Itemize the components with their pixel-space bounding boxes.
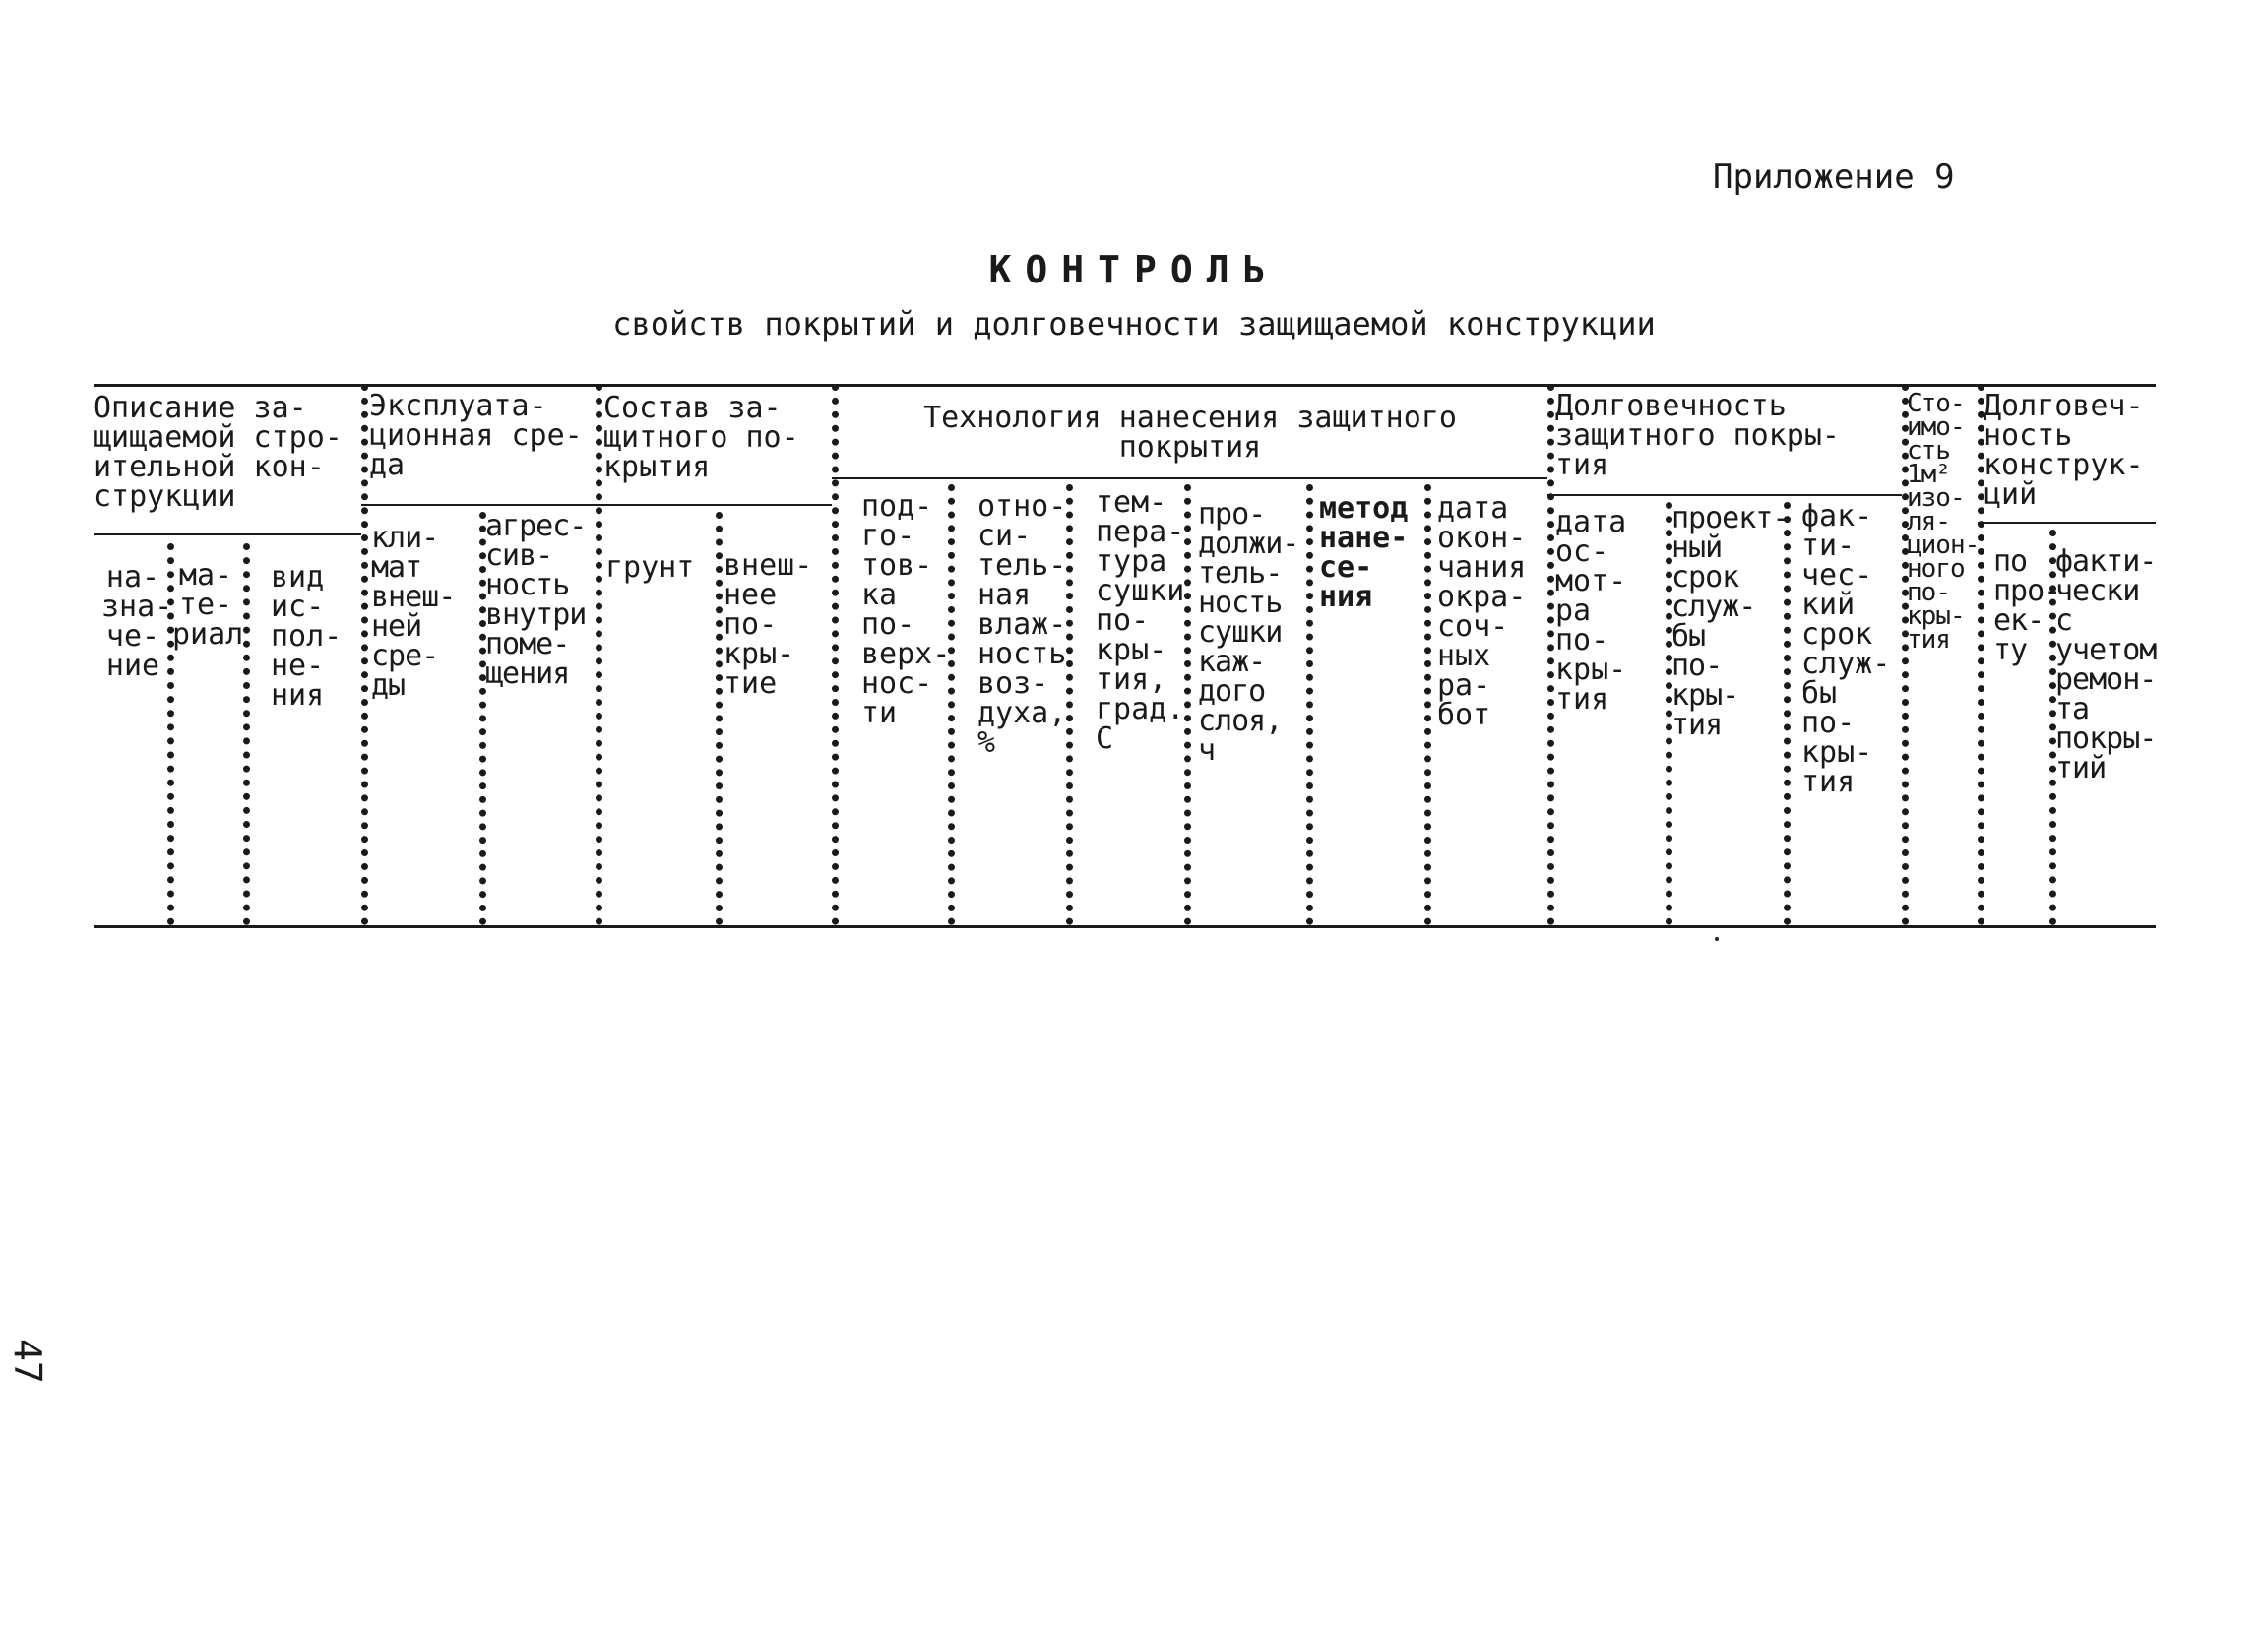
separator-col (716, 512, 723, 925)
table-top-rule (94, 384, 2156, 387)
separator-col (1424, 484, 1431, 925)
col-inspection-date: дата ос- мот- ра по- кры- тия (1555, 505, 1627, 717)
col-end-date: дата окон- чания окра- соч- ных ра- бот (1437, 491, 1527, 732)
description-subrule (94, 533, 361, 535)
separator-group-1 (361, 384, 368, 925)
environment-subrule (361, 504, 596, 506)
header-description: Описание за- щищаемой стро- ительной кон- струкции (94, 391, 343, 514)
separator-col (1306, 484, 1313, 925)
page-number: 47 (6, 1339, 49, 1384)
col-aggressive: агрес- сив- ность внутри поме- щения (485, 509, 587, 691)
separator-group-2 (596, 384, 602, 925)
col-primer: грунт (605, 550, 695, 585)
col-actual-life: фак- ти- чес- кий срок служ- бы по- кры- тия (1801, 499, 1891, 799)
col-climate: кли- мат внеш- ней сре- ды (371, 521, 456, 703)
composition-subrule (596, 504, 832, 506)
col-material: ма- те- риал (172, 558, 244, 652)
header-durability: Долговечность защитного покры- тия (1555, 389, 1840, 482)
durability-subrule (1547, 494, 1902, 496)
col-execution: вид ис- пол- не- ния (271, 560, 343, 713)
table-bottom-rule (94, 925, 2156, 928)
header-structure-durability: Долговеч- ность конструк- ций (1984, 389, 2144, 512)
separator-group-3 (832, 384, 839, 925)
document-title: КОНТРОЛЬ (988, 248, 1280, 291)
structure-durability-subrule (1978, 522, 2156, 524)
scan-speck (1715, 937, 1719, 941)
separator-col (1184, 484, 1191, 925)
col-humidity: отно- си- тель- ная влаж- ность воз- духа, % (977, 489, 1067, 760)
separator-col (243, 543, 250, 925)
col-outer: внеш- нее по- кры- тие (724, 548, 813, 701)
header-technology: Технология нанесения защитного покрытия (923, 401, 1457, 465)
header-cost: Сто- имо- сть 1м² изо- ля- цион- ного по- кры- тия (1907, 389, 1980, 655)
document-subtitle: свойств покрытий и долговечности защищаемой конструкции (612, 305, 1656, 343)
col-temperature: тем- пера- тура сушки по- кры- тия, град. С (1096, 485, 1185, 756)
appendix-label: Приложение 9 (1713, 157, 1955, 197)
col-method: метод нане- се- ния (1319, 491, 1409, 614)
col-by-project: по про- ек- ту (1993, 544, 2061, 667)
separator-col (1066, 484, 1073, 925)
col-actual-with-repair: факти- чески с учетом ремон- та покры- тий (2055, 544, 2157, 785)
control-table (94, 384, 2156, 930)
header-environment: Эксплуата- ционная сре- да (369, 389, 583, 482)
col-drying: про- должи- тель- ность сушки каж- дого слоя, ч (1198, 497, 1299, 768)
technology-subrule (832, 477, 1547, 479)
col-purpose: на- зна- че- ние (101, 560, 173, 683)
header-composition: Состав за- щитного по- крытия (603, 391, 799, 484)
col-design-life: проект- ный срок служ- бы по- кры- тия (1671, 501, 1790, 742)
separator-group-4 (1547, 384, 1554, 925)
col-surface-prep: под- го- тов- ка по- верх- нос- ти (861, 489, 951, 730)
